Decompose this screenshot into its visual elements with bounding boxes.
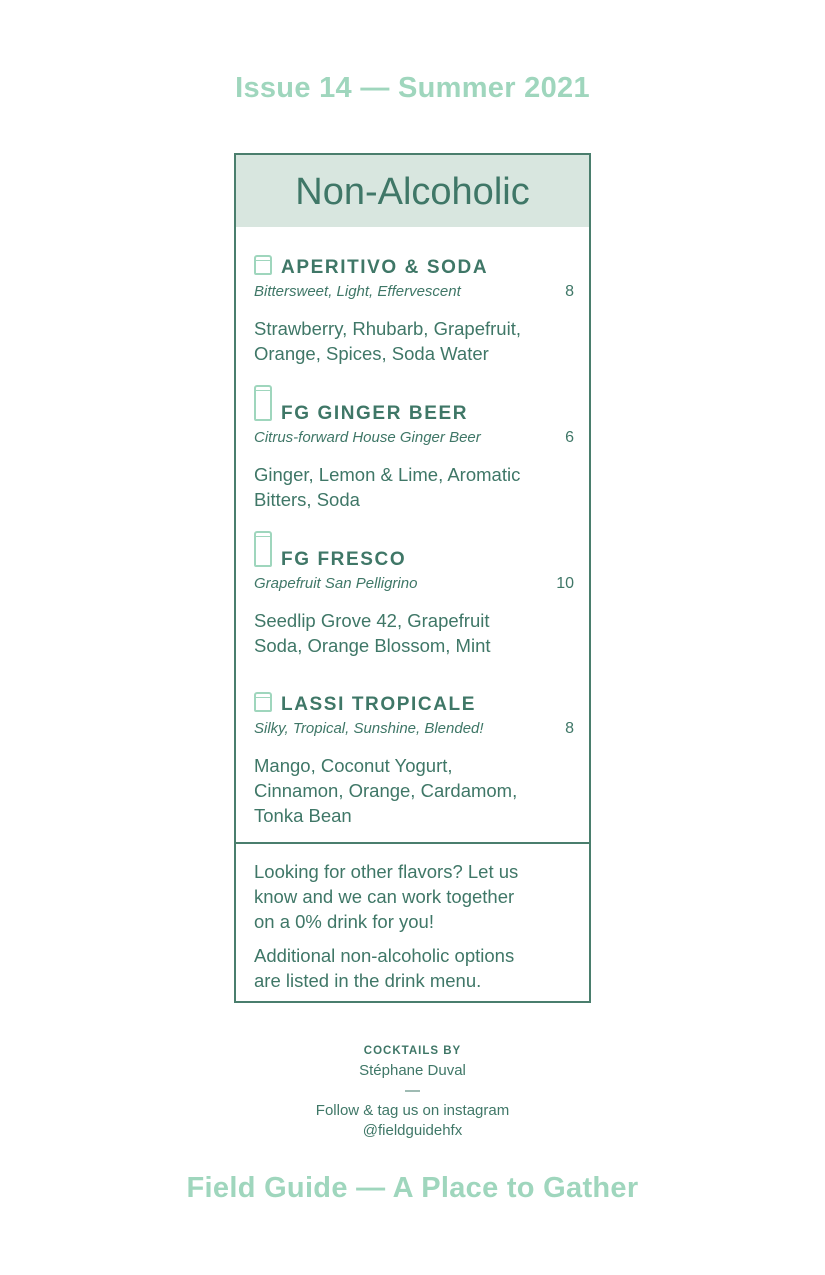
ingredients-line: Bitters, Soda xyxy=(254,489,360,510)
menu-item-lassi-tropicale xyxy=(254,686,574,828)
credits xyxy=(0,1041,825,1141)
menu-item-fg-ginger-beer xyxy=(254,395,574,512)
credits-separator: — xyxy=(405,1082,420,1099)
short-glass-icon xyxy=(254,692,272,712)
item-tagline: Silky, Tropical, Sunshine, Blended! xyxy=(254,720,484,737)
additional-options-note: Additional non-alcoholic options are listed in the drink menu. xyxy=(254,945,515,991)
footer-tagline: Field Guide — A Place to Gather xyxy=(186,1172,639,1204)
menu-title: Non-Alcoholic xyxy=(236,155,589,227)
item-name: FG GINGER BEER xyxy=(281,403,469,424)
ingredients-line: Cinnamon, Orange, Cardamom, xyxy=(254,780,518,801)
menu-items xyxy=(236,227,589,842)
item-ingredients xyxy=(254,753,574,828)
non-alcoholic-menu xyxy=(234,153,591,1003)
bartender-name: Stéphane Duval xyxy=(359,1062,466,1079)
tall-glass-icon xyxy=(254,531,272,567)
item-name: LASSI TROPICALE xyxy=(281,694,477,715)
ingredients-line: Soda, Orange Blossom, Mint xyxy=(254,635,491,656)
item-ingredients xyxy=(254,462,574,512)
ingredients-line: Orange, Spices, Soda Water xyxy=(254,343,489,364)
item-ingredients xyxy=(254,316,574,366)
ingredients-line: Seedlip Grove 42, Grapefruit xyxy=(254,610,490,631)
item-name: FG FRESCO xyxy=(281,549,407,570)
item-name: APERITIVO & SODA xyxy=(281,257,489,278)
instagram-prompt: Follow & tag us on instagram xyxy=(315,1102,510,1119)
issue-heading: Issue 14 — Summer 2021 xyxy=(235,72,590,104)
menu-item-aperitivo-soda xyxy=(254,249,574,366)
custom-drink-note: Looking for other flavors? Let us know and we can work together on a 0% drink for you! xyxy=(254,861,519,932)
ingredients-line: Strawberry, Rhubarb, Grapefruit, xyxy=(254,318,521,339)
item-price: 8 xyxy=(565,283,574,300)
menu-note xyxy=(236,844,589,993)
instagram-handle: @fieldguidehfx xyxy=(362,1122,463,1139)
item-ingredients xyxy=(254,608,574,658)
ingredients-line: Ginger, Lemon & Lime, Aromatic xyxy=(254,464,521,485)
item-price: 8 xyxy=(565,720,574,737)
item-price: 6 xyxy=(565,429,574,446)
item-tagline: Citrus-forward House Ginger Beer xyxy=(254,429,481,446)
short-glass-icon xyxy=(254,255,272,275)
ingredients-line: Tonka Bean xyxy=(254,805,352,826)
ingredients-line: Mango, Coconut Yogurt, xyxy=(254,755,453,776)
cocktails-by-label: COCKTAILS BY xyxy=(363,1045,462,1057)
item-price: 10 xyxy=(556,575,574,592)
menu-item-fg-fresco xyxy=(254,541,574,658)
tall-glass-icon xyxy=(254,385,272,421)
item-tagline: Bittersweet, Light, Effervescent xyxy=(254,283,461,300)
item-tagline: Grapefruit San Pelligrino xyxy=(254,575,418,592)
